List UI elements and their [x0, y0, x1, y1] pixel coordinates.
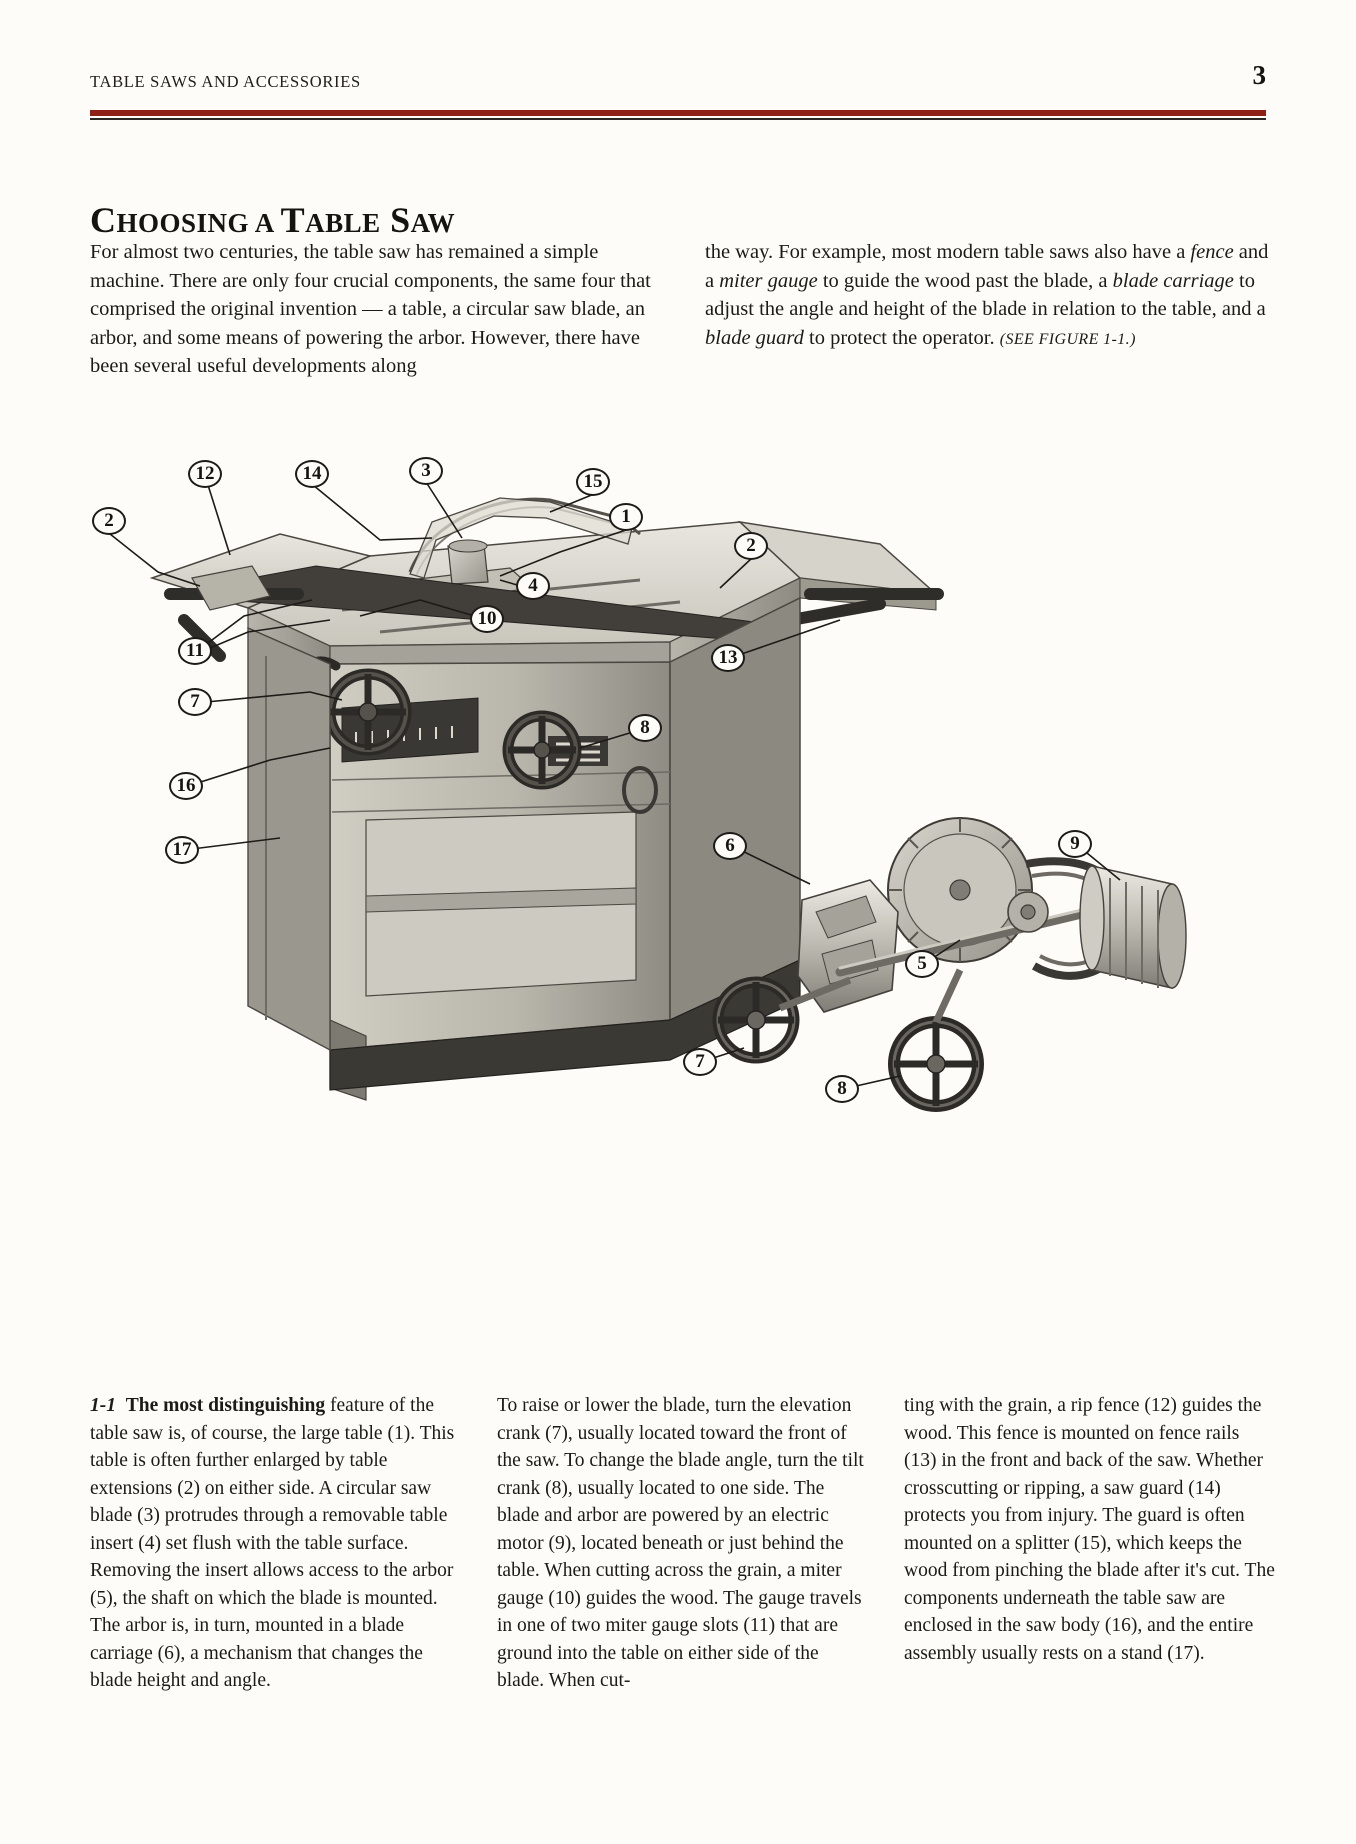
figure-callout-10: 10: [470, 605, 504, 633]
intro-right-mid3: to adjust the angle and height of the blade in relation to the table, and a: [705, 269, 1266, 320]
header-rule-black: [90, 118, 1266, 120]
intro-right-mid4: to protect the operator.: [803, 326, 1000, 349]
figure-callout-2-right: 2: [734, 532, 768, 560]
intro-column-right: [705, 238, 1270, 381]
intro-figure-reference: (SEE FIGURE 1-1.): [999, 330, 1136, 348]
figure-table-saw: [80, 460, 1280, 1320]
title-part-able: ABLE: [305, 208, 381, 239]
caption-column-1: [90, 1392, 461, 1695]
intro-term-miter-gauge: miter gauge: [719, 269, 818, 292]
table-saw-illustration: [80, 460, 1280, 1320]
figure-callout-7-carriage: 7: [683, 1048, 717, 1076]
intro-term-blade-guard: blade guard: [705, 326, 804, 349]
figure-callout-8-saw: 8: [628, 714, 662, 742]
figure-callout-11: 11: [178, 637, 212, 665]
figure-callout-8-carriage: 8: [825, 1075, 859, 1103]
title-part-aw: AW: [410, 208, 456, 239]
figure-callout-5: 5: [905, 950, 939, 978]
caption-column-2: [497, 1392, 868, 1695]
figure-callout-16: 16: [169, 772, 203, 800]
title-part-t: T: [280, 200, 306, 241]
figure-callout-15: 15: [576, 468, 610, 496]
title-part-c: C: [90, 200, 117, 241]
figure-caption: [90, 1392, 1275, 1695]
figure-callout-1: 1: [609, 503, 643, 531]
figure-callout-13: 13: [711, 644, 745, 672]
figure-callout-7-saw: 7: [178, 688, 212, 716]
intro-term-blade-carriage: blade carriage: [1112, 269, 1234, 292]
title-part-a: A: [249, 208, 281, 239]
page-title: [90, 199, 455, 241]
figure-callout-17: 17: [165, 836, 199, 864]
figure-callout-4: 4: [516, 572, 550, 600]
figure-callout-14: 14: [295, 460, 329, 488]
intro-column-left: [90, 238, 655, 381]
caption-lead: The most distinguishing: [125, 1395, 326, 1416]
caption-paragraph-3: ting with the grain, a rip fence (12) guides the wood. This fence is mounted on fence rails (13) in the front and back of the saw. Whether crosscutting or ripping, a saw guard (14) protects you from injury. The guard is often mounted on a splitter (15), which keeps the wood from pinching the blade after it's cut. The components underneath the table saw are enclosed in the saw body (16), and the entire assembly usually rests on a stand (17).: [904, 1395, 1275, 1664]
intro-term-fence: fence: [1190, 241, 1234, 263]
caption-body-1: feature of the table saw is, of course, the large table (1). This table is often further enlarged by table extensions (2) on either side. A circular saw blade (3) protrudes through a removable table insert (4) set flush with the table surface. Removing the insert allows access to the arbor (5), the shaft on which the blade is mounted. The arbor is, in turn, mounted in a blade carriage (6), a mechanism that changes the blade height and angle.: [90, 1395, 455, 1691]
title-part-s: S: [380, 200, 411, 241]
header-rule-red: [90, 110, 1266, 116]
intro-paragraph-right: [705, 238, 1270, 354]
title-part-hoosing: HOOSING: [116, 208, 250, 239]
intro-right-mid1: and a: [705, 241, 1269, 292]
intro-columns: [90, 238, 1270, 381]
intro-right-mid2: to guide the wood past the blade, a: [817, 269, 1113, 292]
running-title: TABLE SAWS AND ACCESSORIES: [90, 72, 361, 91]
figure-callout-6: 6: [713, 832, 747, 860]
figure-callout-3: 3: [409, 457, 443, 485]
caption-paragraph-1: [90, 1392, 461, 1695]
caption-column-3: [904, 1392, 1275, 1695]
caption-paragraph-2: To raise or lower the blade, turn the elevation crank (7), usually located toward the front of the saw. To change the blade angle, turn the tilt crank (8), usually located to one side. The blade and arbor are powered by an electric motor (9), located beneath or just behind the table. When cutting across the grain, a miter gauge (10) guides the wood. The gauge travels in one of two miter gauge slots (11) that are ground into the table on either side of the blade. When cut-: [497, 1395, 864, 1691]
intro-paragraph-left: For almost two centuries, the table saw has remained a simple machine. There are only four crucial components, the same four that comprised the original invention — a table, a circular saw blade, an arbor, and some means of powering the arbor. However, there have been several useful developments along: [90, 241, 651, 377]
figure-callout-12: 12: [188, 460, 222, 488]
page-number: 3: [1252, 60, 1266, 90]
figure-number: 1-1: [90, 1395, 116, 1416]
page-header: [90, 60, 1266, 102]
figure-callout-2-left: 2: [92, 507, 126, 535]
intro-right-pre: the way. For example, most modern table saws also have a: [705, 241, 1191, 263]
figure-callout-9: 9: [1058, 830, 1092, 858]
